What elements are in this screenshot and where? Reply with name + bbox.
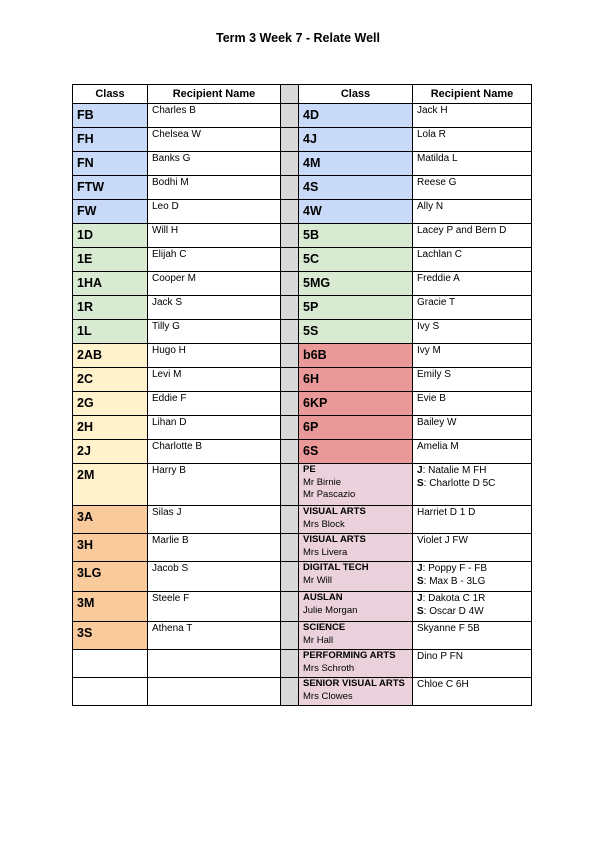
specialist-subject-cell xyxy=(299,534,413,562)
recipient-name-cell xyxy=(148,650,281,678)
class-cell: 1L xyxy=(73,320,148,344)
class-cell: 6KP xyxy=(299,392,413,416)
class-cell: 1HA xyxy=(73,272,148,296)
recipient-line xyxy=(417,506,527,519)
recipient-name-cell: Ivy S xyxy=(413,320,532,344)
specialist-subject-cell xyxy=(299,678,413,706)
column-spacer xyxy=(281,128,299,152)
recipient-line xyxy=(417,622,527,635)
recipient-name-cell xyxy=(413,622,532,650)
column-spacer xyxy=(281,296,299,320)
recipient-name-cell: Eddie F xyxy=(148,392,281,416)
table-row xyxy=(73,650,532,678)
class-cell: 4S xyxy=(299,176,413,200)
specialist-subject-cell xyxy=(299,506,413,534)
recipient-line xyxy=(417,534,527,547)
table-header-row xyxy=(73,85,532,104)
recipient-line xyxy=(417,477,527,490)
recipient-text: : Natalie M FH xyxy=(422,465,487,476)
recipient-name-cell: Freddie A xyxy=(413,272,532,296)
class-cell: 1E xyxy=(73,248,148,272)
class-cell: b6B xyxy=(299,344,413,368)
recipient-name-cell: Jack H xyxy=(413,104,532,128)
specialist-subject: VISUAL ARTS xyxy=(303,534,366,545)
recipient-name-cell: Jacob S xyxy=(148,562,281,592)
recipient-prefix: J xyxy=(417,593,423,604)
table-row xyxy=(73,128,532,152)
specialist-teacher: Mr Pascazio xyxy=(303,489,356,500)
class-cell: 5C xyxy=(299,248,413,272)
recipient-text: : Oscar D 4W xyxy=(423,606,484,617)
recipient-prefix: S xyxy=(417,478,424,489)
specialist-subject-cell xyxy=(299,592,413,622)
recipient-text: : Poppy F - FB xyxy=(422,563,488,574)
class-cell: 3H xyxy=(73,534,148,562)
table-row xyxy=(73,392,532,416)
recipient-line xyxy=(417,592,527,605)
recipient-line xyxy=(417,464,527,477)
class-cell: 2M xyxy=(73,464,148,506)
recipient-name-cell: Silas J xyxy=(148,506,281,534)
recipient-name-cell: Elijah C xyxy=(148,248,281,272)
class-cell: 6P xyxy=(299,416,413,440)
recipient-name-cell: Athena T xyxy=(148,622,281,650)
column-spacer xyxy=(281,678,299,706)
recipient-text: : Charlotte D 5C xyxy=(423,478,496,489)
recipient-name-cell: Gracie T xyxy=(413,296,532,320)
class-cell: FN xyxy=(73,152,148,176)
recipient-name-cell: Bodhi M xyxy=(148,176,281,200)
recipient-text: : Dakota C 1R xyxy=(422,593,486,604)
class-cell: 3LG xyxy=(73,562,148,592)
table-row xyxy=(73,416,532,440)
specialist-teacher: Mrs Schroth xyxy=(303,662,355,674)
specialist-teacher: Mrs Livera xyxy=(303,546,348,558)
specialist-subject-cell xyxy=(299,650,413,678)
class-cell: 2G xyxy=(73,392,148,416)
recipient-name-cell: Matilda L xyxy=(413,152,532,176)
recipient-name-cell: Hugo H xyxy=(148,344,281,368)
table-row xyxy=(73,200,532,224)
table-row xyxy=(73,440,532,464)
table-row xyxy=(73,562,532,592)
recipient-name-cell xyxy=(413,464,532,506)
specialist-teacher: Mr Birnie xyxy=(303,476,342,488)
column-spacer xyxy=(281,224,299,248)
recipient-prefix: S xyxy=(417,606,424,617)
recipient-name-cell xyxy=(413,562,532,592)
recipient-name-cell: Will H xyxy=(148,224,281,248)
column-spacer xyxy=(281,622,299,650)
specialist-subject-cell xyxy=(299,562,413,592)
recipient-name-cell: Ally N xyxy=(413,200,532,224)
class-cell: 5P xyxy=(299,296,413,320)
class-cell: 3A xyxy=(73,506,148,534)
specialist-subject: PE xyxy=(303,464,316,475)
specialist-subject: PERFORMING ARTS xyxy=(303,650,396,661)
column-spacer xyxy=(281,344,299,368)
column-spacer xyxy=(281,248,299,272)
column-spacer xyxy=(281,416,299,440)
recipient-name-cell xyxy=(148,678,281,706)
class-cell: 1R xyxy=(73,296,148,320)
table-row xyxy=(73,104,532,128)
recipient-line xyxy=(417,678,527,691)
recipient-name-cell xyxy=(413,534,532,562)
recipient-line xyxy=(417,605,527,618)
class-cell: FH xyxy=(73,128,148,152)
recipient-name-cell: Cooper M xyxy=(148,272,281,296)
class-cell: 5B xyxy=(299,224,413,248)
specialist-teacher: Mr Hall xyxy=(303,634,334,646)
recipient-name-cell: Tilly G xyxy=(148,320,281,344)
awards-table xyxy=(72,84,532,706)
recipient-name-cell xyxy=(413,592,532,622)
column-spacer xyxy=(281,562,299,592)
recipient-name-cell xyxy=(413,650,532,678)
recipient-name-cell: Lacey P and Bern D xyxy=(413,224,532,248)
class-cell: 5MG xyxy=(299,272,413,296)
class-cell: FW xyxy=(73,200,148,224)
recipient-name-cell: Chelsea W xyxy=(148,128,281,152)
recipient-name-cell: Marlie B xyxy=(148,534,281,562)
class-cell: 3S xyxy=(73,622,148,650)
recipient-prefix: J xyxy=(417,563,423,574)
class-cell xyxy=(73,650,148,678)
class-cell: 1D xyxy=(73,224,148,248)
class-cell xyxy=(73,678,148,706)
recipient-name-cell: Lachlan C xyxy=(413,248,532,272)
recipient-header-left: Recipient Name xyxy=(148,85,281,104)
recipient-name-cell: Harry B xyxy=(148,464,281,506)
recipient-name-cell: Steele F xyxy=(148,592,281,622)
table-row xyxy=(73,152,532,176)
class-cell: 2C xyxy=(73,368,148,392)
recipient-name-cell: Lihan D xyxy=(148,416,281,440)
recipient-name-cell: Evie B xyxy=(413,392,532,416)
class-cell: 4J xyxy=(299,128,413,152)
recipient-header-right: Recipient Name xyxy=(413,85,532,104)
class-cell: 4M xyxy=(299,152,413,176)
class-cell: 5S xyxy=(299,320,413,344)
recipient-text: Skyanne F 5B xyxy=(417,623,480,634)
column-spacer xyxy=(281,176,299,200)
specialist-subject: SCIENCE xyxy=(303,622,346,633)
column-spacer xyxy=(281,650,299,678)
table-row xyxy=(73,176,532,200)
recipient-name-cell: Amelia M xyxy=(413,440,532,464)
column-spacer xyxy=(281,392,299,416)
recipient-text: Chloe C 6H xyxy=(417,679,469,690)
table-row xyxy=(73,272,532,296)
specialist-teacher: Mrs Clowes xyxy=(303,690,353,702)
class-header-left: Class xyxy=(73,85,148,104)
recipient-name-cell: Charles B xyxy=(148,104,281,128)
recipient-name-cell xyxy=(413,506,532,534)
table-row xyxy=(73,534,532,562)
class-cell: 4D xyxy=(299,104,413,128)
class-cell: 6H xyxy=(299,368,413,392)
specialist-subject: SENIOR VISUAL ARTS xyxy=(303,678,405,689)
table-row xyxy=(73,464,532,506)
column-spacer xyxy=(281,464,299,506)
recipient-name-cell: Levi M xyxy=(148,368,281,392)
recipient-text: Dino P FN xyxy=(417,651,463,662)
recipient-name-cell: Banks G xyxy=(148,152,281,176)
column-spacer xyxy=(281,368,299,392)
column-spacer xyxy=(281,104,299,128)
class-cell: 3M xyxy=(73,592,148,622)
specialist-subject: DIGITAL TECH xyxy=(303,562,369,573)
specialist-subject: AUSLAN xyxy=(303,592,343,603)
table-row xyxy=(73,592,532,622)
class-cell: 4W xyxy=(299,200,413,224)
class-header-right: Class xyxy=(299,85,413,104)
recipient-name-cell: Leo D xyxy=(148,200,281,224)
recipient-prefix: S xyxy=(417,576,424,587)
recipient-prefix: J xyxy=(417,465,423,476)
specialist-teacher: Mr Will xyxy=(303,574,333,586)
class-cell: 2H xyxy=(73,416,148,440)
recipient-name-cell: Charlotte B xyxy=(148,440,281,464)
column-spacer xyxy=(281,506,299,534)
recipient-name-cell: Ivy M xyxy=(413,344,532,368)
table-row xyxy=(73,320,532,344)
specialist-teacher: Mrs Block xyxy=(303,518,345,530)
table-row xyxy=(73,344,532,368)
table-row xyxy=(73,678,532,706)
recipient-name-cell: Reese G xyxy=(413,176,532,200)
recipient-line xyxy=(417,650,527,663)
column-spacer xyxy=(281,592,299,622)
specialist-teacher: Julie Morgan xyxy=(303,604,358,616)
column-spacer xyxy=(281,272,299,296)
page-title: Term 3 Week 7 - Relate Well xyxy=(216,31,380,45)
table-row xyxy=(73,224,532,248)
specialist-subject: VISUAL ARTS xyxy=(303,506,366,517)
class-cell: 2J xyxy=(73,440,148,464)
column-spacer xyxy=(281,320,299,344)
class-cell: FTW xyxy=(73,176,148,200)
class-cell: FB xyxy=(73,104,148,128)
recipient-name-cell xyxy=(413,678,532,706)
column-spacer xyxy=(281,200,299,224)
column-spacer xyxy=(281,152,299,176)
table-row xyxy=(73,506,532,534)
recipient-name-cell: Emily S xyxy=(413,368,532,392)
column-spacer xyxy=(281,85,299,104)
recipient-name-cell: Jack S xyxy=(148,296,281,320)
column-spacer xyxy=(281,440,299,464)
table-row xyxy=(73,248,532,272)
recipient-name-cell: Bailey W xyxy=(413,416,532,440)
recipient-line xyxy=(417,562,527,575)
class-cell: 6S xyxy=(299,440,413,464)
recipient-text: Violet J FW xyxy=(417,535,468,546)
recipient-name-cell: Lola R xyxy=(413,128,532,152)
table-row xyxy=(73,296,532,320)
specialist-subject-cell xyxy=(299,622,413,650)
table-row xyxy=(73,622,532,650)
class-cell: 2AB xyxy=(73,344,148,368)
table-row xyxy=(73,368,532,392)
specialist-subject-cell xyxy=(299,464,413,506)
recipient-line xyxy=(417,575,527,588)
column-spacer xyxy=(281,534,299,562)
recipient-text: : Max B - 3LG xyxy=(423,576,486,587)
recipient-text: Harriet D 1 D xyxy=(417,507,476,518)
